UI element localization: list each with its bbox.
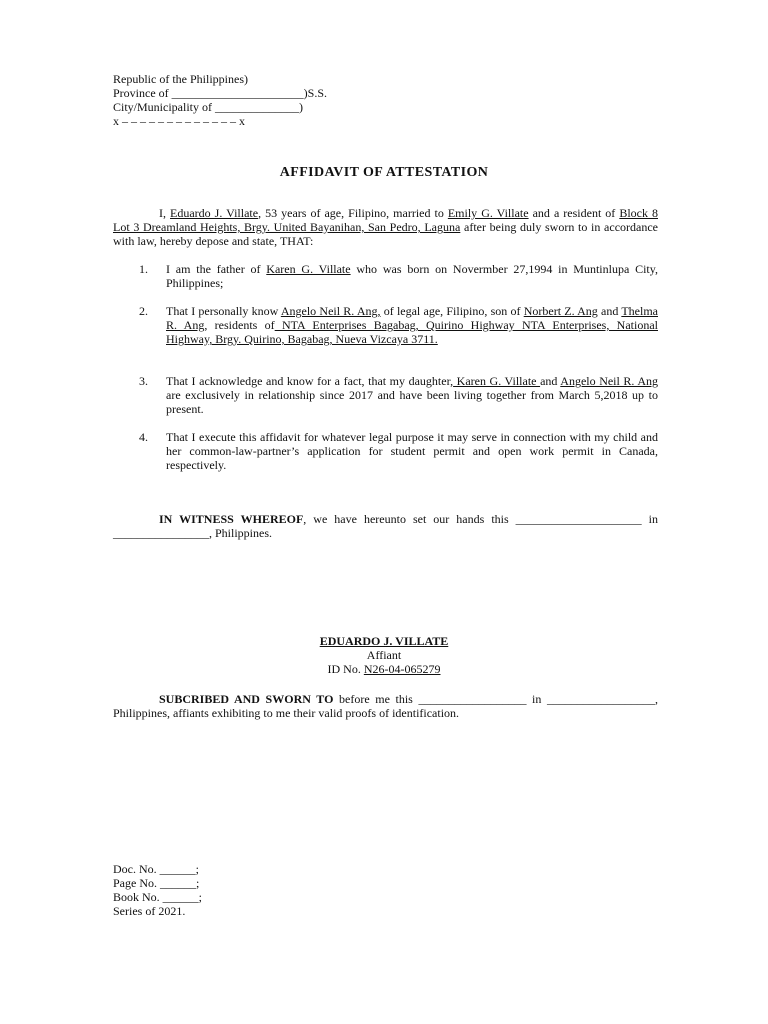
statement-text-part: are exclusively in relationship since 2017 and have been living together from March 5,2018 up to present.	[166, 388, 658, 416]
id-label: ID No.	[327, 662, 364, 676]
caption-republic: Republic of the Philippines)	[113, 72, 248, 86]
caption-city: City/Municipality of ______________)	[113, 100, 303, 114]
id-number: N26-04-065279	[363, 662, 441, 676]
jurat-heading: SUBCRIBED AND SWORN TO	[159, 692, 334, 706]
daughter-name: Karen G. Villate	[453, 374, 541, 388]
spouse-name: Emily G. Villate	[447, 206, 529, 220]
partner-name: Angelo Neil R. Ang,	[280, 304, 381, 318]
statement-text	[166, 262, 658, 290]
statement-text-part: That I personally know	[166, 304, 281, 318]
statement-number: 3.	[139, 374, 148, 388]
statement-text-part: and	[597, 304, 622, 318]
venue-caption	[113, 72, 413, 128]
statement-text-part: who was born on Novermber 27,1994 in Muntinlupa City, Philippines;	[166, 262, 658, 290]
statement-number: 4.	[139, 430, 148, 444]
intro-paragraph	[113, 206, 658, 248]
witness-text: , we have hereunto set our hands this _____________________ in ________________, Philippines.	[113, 512, 659, 540]
affiant-id	[0, 662, 768, 676]
intro-text-1: I,	[159, 206, 171, 220]
statement-text	[166, 374, 658, 416]
book-number: Book No. ______;	[113, 890, 203, 904]
jurat-text: before me this __________________ in __________________, Philippines, affiants exhibiting to me their valid proofs of identification.	[113, 692, 658, 720]
statement-text-part: and	[540, 374, 561, 388]
statement-text-part: of legal age, Filipino, son of	[380, 304, 524, 318]
intro-text-4: after being duly sworn to in accordance with law, hereby depose and state, THAT:	[113, 220, 658, 248]
partner-mother-name: Thelma R. Ang	[166, 304, 658, 332]
affiant-name: Eduardo J. Villate	[170, 206, 259, 220]
daughter-name: Karen G. Villate	[266, 262, 351, 276]
partner-name: Angelo Neil R. Ang	[560, 374, 658, 388]
witness-clause	[113, 512, 658, 540]
statement-number: 2.	[139, 304, 148, 318]
series-year: Series of 2021.	[113, 904, 186, 918]
doc-number: Doc. No. ______;	[113, 862, 199, 876]
caption-province: Province of ______________________)S.S.	[113, 86, 327, 100]
jurat-clause	[113, 692, 658, 720]
affiant-address: Block 8 Lot 3 Dreamland Heights, Brgy. United Bayanihan, San Pedro, Laguna	[113, 206, 658, 234]
caption-divider: x – – – – – – – – – – – – – x	[113, 114, 245, 128]
affiant-signature-name	[0, 634, 768, 648]
partner-address: NTA Enterprises Bagabag, Quirino Highway NTA Enterprises, National Highway, Brgy. Quirino, Bagabag, Nueva Vizcaya 3711.	[166, 318, 658, 346]
partner-father-name: Norbert Z. Ang	[523, 304, 598, 318]
intro-text-3: and a resident of	[528, 206, 620, 220]
intro-text-2: , 53 years of age, Filipino, married to	[258, 206, 448, 220]
witness-heading: IN WITNESS WHEREOF	[159, 512, 304, 526]
statement-text-part: I am the father of	[166, 262, 267, 276]
statement-text-part: That I acknowledge and know for a fact, that my daughter,	[166, 374, 454, 388]
page-number: Page No. ______;	[113, 876, 200, 890]
statement-text	[166, 304, 658, 346]
document-title: AFFIDAVIT OF ATTESTATION	[279, 165, 489, 180]
affiant-role: Affiant	[366, 648, 402, 662]
signature-name-text: EDUARDO J. VILLATE	[319, 634, 449, 648]
statement-number: 1.	[139, 262, 148, 276]
statement-text-part: , residents of	[204, 318, 275, 332]
notarial-register	[113, 862, 313, 918]
statement-text: That I execute this affidavit for whatever legal purpose it may serve in connection with my child and her common-law-partner’s application for student permit and open work permit in Canada, respectively.	[166, 430, 658, 472]
